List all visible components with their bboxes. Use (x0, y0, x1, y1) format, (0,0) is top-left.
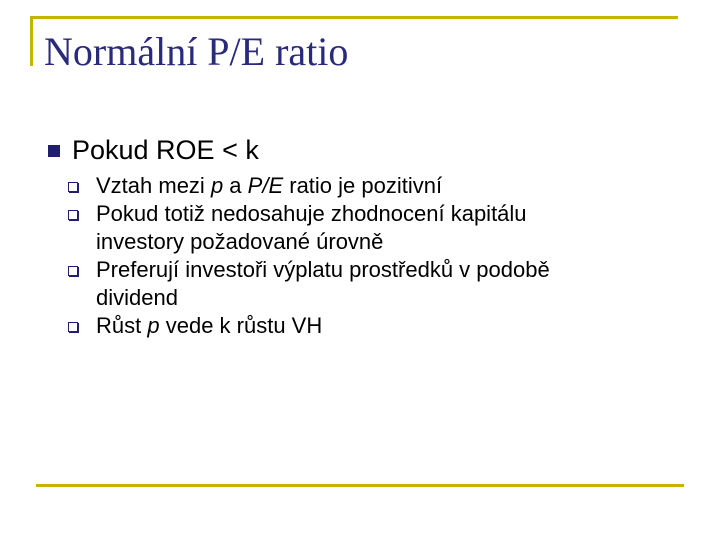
slide-title: Normální P/E ratio (44, 29, 349, 74)
italic-term: p (147, 313, 160, 338)
text-line: dividend (96, 285, 178, 310)
hollow-square-bullet-icon (68, 322, 78, 332)
text-line: investory požadované úrovně (96, 229, 384, 254)
text-line: Preferují investoři výplatu prostředků v podobě (96, 257, 550, 282)
square-bullet-icon (48, 145, 60, 157)
text-line: Pokud totiž nedosahuje zhodnocení kapitálu (96, 201, 527, 226)
level1-item: Pokud ROE < k (72, 135, 259, 165)
sub-item-3 (96, 256, 696, 312)
frame-bottom-line (36, 484, 684, 487)
frame-left-line (30, 16, 33, 66)
hollow-square-bullet-icon (68, 210, 78, 220)
sub-bullet-list (96, 172, 696, 340)
text-segment: vede k růstu VH (159, 313, 323, 338)
text-segment: a (223, 173, 248, 198)
sub-item-1 (96, 172, 696, 200)
text-segment: Růst (96, 313, 148, 338)
italic-term: p (210, 173, 224, 198)
text-segment: Vztah mezi (96, 173, 211, 198)
hollow-square-bullet-icon (68, 266, 78, 276)
italic-term: P/E (247, 173, 284, 198)
sub-item-2 (96, 200, 696, 256)
frame-top-line (30, 16, 678, 19)
hollow-square-bullet-icon (68, 182, 78, 192)
text-segment: ratio je pozitivní (283, 173, 443, 198)
sub-item-4 (96, 312, 696, 340)
